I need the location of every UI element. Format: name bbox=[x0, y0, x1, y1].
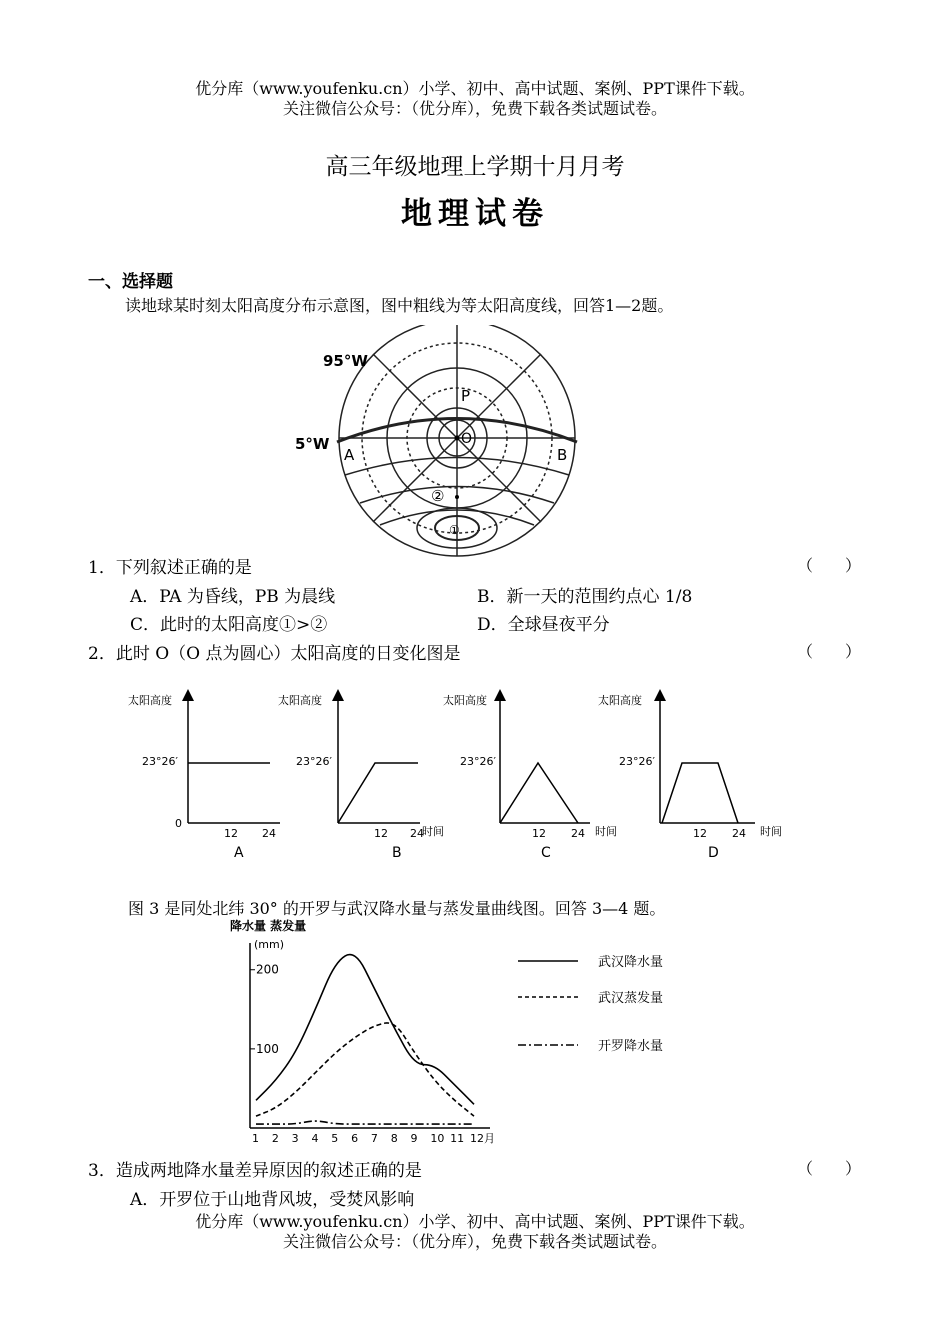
x-tick-label: 8 bbox=[390, 1132, 398, 1145]
chart-ylabel: 降水量 蒸发量 bbox=[230, 919, 307, 933]
panel-d-tick24: 24 bbox=[732, 827, 746, 840]
panel-a[interactable] bbox=[128, 693, 280, 861]
panel-c-line bbox=[500, 763, 578, 823]
panel-b-value: 23°26′ bbox=[296, 755, 332, 768]
q1-option-a[interactable]: A．PA 为昏线，PB 为晨线 bbox=[130, 587, 336, 607]
label-circle-2: ② bbox=[431, 487, 445, 505]
panel-d-label: D bbox=[708, 845, 719, 861]
q3-option-a[interactable]: A．开罗位于山地背风坡，受焚风影响 bbox=[130, 1190, 415, 1210]
question-1-stem: 下列叙述正确的是 bbox=[115, 558, 252, 578]
q1-option-c[interactable]: C．此时的太阳高度①>② bbox=[130, 615, 328, 635]
legend-wuhan-evap: 武汉蒸发量 bbox=[598, 991, 664, 1006]
panel-d[interactable] bbox=[598, 693, 782, 861]
footer-line-2: 关注微信公众号：（优分库），免费下载各类试题试卷。 bbox=[282, 1232, 667, 1251]
panel-c-ylabel: 太阳高度 bbox=[443, 694, 487, 707]
panel-c-value: 23°26′ bbox=[460, 755, 496, 768]
panel-d-value: 23°26′ bbox=[619, 755, 655, 768]
x-tick-label: 6 bbox=[351, 1132, 359, 1145]
x-tick-label: 1 bbox=[252, 1132, 259, 1145]
panel-a-label: A bbox=[234, 845, 244, 861]
x-tick-label: 11 bbox=[450, 1132, 465, 1145]
panel-c-xlabel: 时间 bbox=[595, 825, 617, 838]
question-3-number: 3． bbox=[88, 1161, 116, 1181]
panel-c-tick24: 24 bbox=[571, 827, 585, 840]
exam-subtitle: 高三年级地理上学期十月月考 bbox=[325, 154, 625, 180]
panel-c[interactable] bbox=[443, 693, 617, 861]
legend-cairo-precip: 开罗降水量 bbox=[598, 1039, 664, 1054]
q1-option-b[interactable]: B．新一天的范围约点心 1/8 bbox=[477, 587, 693, 607]
label-p: P bbox=[461, 387, 471, 405]
section-heading: 一、选择题 bbox=[88, 272, 173, 292]
x-tick-label: 7 bbox=[370, 1132, 378, 1145]
panel-a-tick12: 12 bbox=[224, 827, 238, 840]
label-circle-1: ① bbox=[449, 523, 460, 537]
question-2-number: 2． bbox=[88, 644, 116, 664]
footer-line-1: 优分库（www.youfenku.cn）小学、初中、高中试题、案例、PPT课件下载。 bbox=[195, 1212, 755, 1231]
panel-d-tick12: 12 bbox=[693, 827, 707, 840]
label-a: A bbox=[344, 446, 355, 464]
intro-q3-4: 图 3 是同处北纬 30° 的开罗与武汉降水量与蒸发量曲线图。回答 3—4 题。 bbox=[128, 899, 666, 918]
y-tick-label: 200 bbox=[256, 962, 279, 977]
question-2-stem: 此时 O（O 点为圆心）太阳高度的日变化图是 bbox=[115, 644, 461, 664]
precip-evap-chart bbox=[230, 918, 710, 1148]
x-tick-label: 3 bbox=[291, 1132, 299, 1145]
panel-a-ylabel: 太阳高度 bbox=[128, 694, 172, 707]
intro-q1-2: 读地球某时刻太阳高度分布示意图，图中粗线为等太阳高度线，回答1—2题。 bbox=[125, 296, 674, 315]
panel-b[interactable] bbox=[278, 693, 444, 861]
label-o: O bbox=[461, 431, 473, 447]
question-1-number: 1． bbox=[88, 558, 116, 578]
question-2 bbox=[88, 639, 461, 664]
chart-yunit: (mm) bbox=[254, 938, 285, 951]
series-line-2 bbox=[256, 1121, 474, 1124]
x-tick-label: 9 bbox=[410, 1132, 418, 1145]
exam-title: 地理试卷 bbox=[401, 196, 549, 232]
panel-c-tick12: 12 bbox=[532, 827, 546, 840]
panel-b-line bbox=[338, 763, 418, 823]
panel-d-xlabel: 时间 bbox=[760, 825, 782, 838]
y-tick-label: 100 bbox=[256, 1041, 279, 1056]
question-3-stem: 造成两地降水量差异原因的叙述正确的是 bbox=[115, 1161, 422, 1181]
panel-b-label: B bbox=[392, 845, 402, 861]
question-3 bbox=[88, 1156, 422, 1181]
series-line-0 bbox=[256, 955, 474, 1105]
answer-bracket-1[interactable]: （ ） bbox=[797, 556, 862, 575]
panel-d-line bbox=[662, 763, 738, 823]
header-line-2: 关注微信公众号：（优分库），免费下载各类试题试卷。 bbox=[282, 99, 667, 118]
panel-b-tick24: 24 bbox=[410, 827, 424, 840]
daily-altitude-options bbox=[120, 685, 800, 865]
header-line-1: 优分库（www.youfenku.cn）小学、初中、高中试题、案例、PPT课件下载。 bbox=[195, 79, 755, 98]
answer-bracket-3[interactable]: （ ） bbox=[797, 1159, 862, 1178]
answer-bracket-2[interactable]: （ ） bbox=[797, 642, 862, 661]
panel-c-label: C bbox=[541, 845, 551, 861]
x-tick-label: 5 bbox=[331, 1132, 339, 1145]
label-95w: 95°W bbox=[323, 352, 368, 370]
series-line-1 bbox=[256, 1023, 474, 1116]
q1-option-d[interactable]: D．全球昼夜平分 bbox=[477, 615, 610, 635]
label-b: B bbox=[557, 446, 568, 464]
panel-a-value: 23°26′ bbox=[142, 755, 178, 768]
panel-d-ylabel: 太阳高度 bbox=[598, 694, 642, 707]
x-tick-label: 10 bbox=[430, 1132, 445, 1145]
label-5w: 5°W bbox=[295, 435, 330, 453]
x-tick-label: 4 bbox=[311, 1132, 319, 1145]
panel-b-tick12: 12 bbox=[374, 827, 388, 840]
legend-wuhan-precip: 武汉降水量 bbox=[598, 955, 664, 970]
panel-a-tick24: 24 bbox=[262, 827, 276, 840]
panel-b-ylabel: 太阳高度 bbox=[278, 694, 322, 707]
question-1 bbox=[88, 553, 252, 578]
panel-b-xlabel: 时间 bbox=[422, 825, 444, 838]
x-tick-label: 12月 bbox=[470, 1132, 495, 1145]
x-tick-label: 2 bbox=[271, 1132, 279, 1145]
sun-altitude-diagram bbox=[285, 325, 605, 560]
panel-a-zero: 0 bbox=[175, 817, 182, 830]
